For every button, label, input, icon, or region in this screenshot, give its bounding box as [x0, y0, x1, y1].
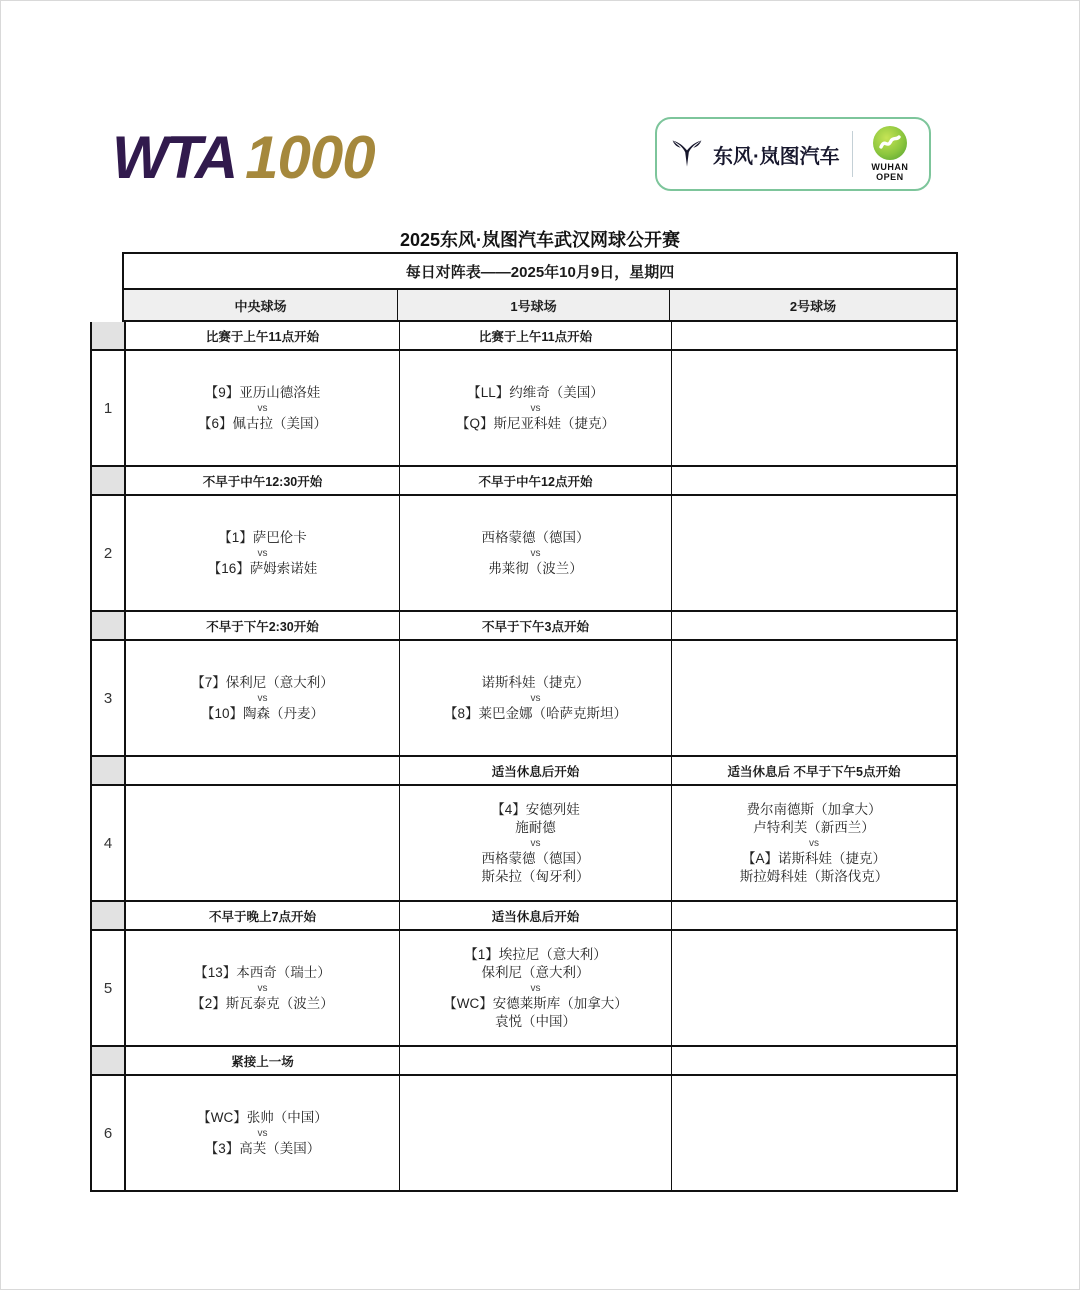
sponsor-badge	[655, 117, 931, 191]
player-line: 【9】亚历山德洛娃	[204, 384, 321, 400]
wta-1000-logo	[112, 120, 375, 196]
match-cell-court-2	[672, 496, 956, 610]
time-header-cell-court-1: 不早于下午3点开始	[400, 612, 672, 639]
time-header-row	[92, 467, 956, 496]
wuhan-open-label	[871, 162, 908, 182]
row-number: 5	[92, 931, 126, 1045]
time-header-cell-court-1: 适当休息后开始	[400, 902, 672, 929]
player-line: 【A】诺斯科娃（捷克）	[741, 850, 886, 866]
time-header-row	[92, 612, 956, 641]
match-cell-court-1	[400, 641, 672, 755]
player-line: 弗莱彻（波兰）	[488, 560, 583, 576]
player-line: 费尔南德斯（加拿大）	[746, 801, 882, 817]
schedule-row-group	[92, 467, 956, 612]
time-header-cell-court-2	[672, 902, 956, 929]
row-number: 3	[92, 641, 126, 755]
match-row	[92, 931, 956, 1047]
court-column-headers	[124, 290, 956, 320]
match-row	[92, 1076, 956, 1190]
vs-label: vs	[809, 837, 819, 849]
player-line: 【13】本西奇（瑞士）	[194, 964, 331, 980]
sponsor-divider	[852, 131, 853, 177]
match-row	[92, 786, 956, 902]
player-line: 诺斯科娃（捷克）	[481, 674, 590, 690]
match-cell-court-0	[126, 351, 400, 465]
time-header-cell-court-2: 适当休息后 不早于下午5点开始	[727, 765, 901, 779]
time-header-cell-court-1: 适当休息后开始	[400, 757, 672, 784]
schedule-date-header: 每日对阵表——2025年10月9日，星期四	[124, 254, 956, 290]
player-line: 【WC】张帅（中国）	[197, 1109, 328, 1125]
player-line: 卢特利芙（新西兰）	[753, 819, 875, 835]
row-number: 4	[92, 786, 126, 900]
time-header-cell-court-1: 不早于中午12点开始	[400, 467, 672, 494]
time-header-cell-court-0	[126, 757, 400, 784]
match-cell-court-1	[400, 1076, 672, 1190]
vs-label: vs	[257, 692, 268, 704]
match-cell-court-0	[126, 641, 400, 755]
row-number-spacer	[92, 467, 126, 494]
player-line: 【4】安德列娃	[491, 801, 580, 817]
player-line: 【Q】斯尼亚科娃（捷克）	[455, 415, 615, 431]
time-header-cell-court-1: 比赛于上午11点开始	[400, 322, 672, 349]
player-line: 【1】萨巴伦卡	[218, 529, 307, 545]
schedule-row-group	[92, 1047, 956, 1190]
wuhan-open-ball-icon	[873, 126, 907, 160]
time-header-cell-court-0: 不早于下午2:30开始	[126, 612, 400, 639]
player-line: 【6】佩古拉（美国）	[197, 415, 327, 431]
player-line: 【LL】约维奇（美国）	[467, 384, 604, 400]
row-number: 6	[92, 1076, 126, 1190]
player-line: 西格蒙德（德国）	[481, 529, 590, 545]
time-header-cell-court-2	[672, 322, 956, 349]
vs-label: vs	[257, 402, 268, 414]
row-number-spacer	[92, 757, 126, 784]
vs-label: vs	[530, 692, 541, 704]
time-header-cell-court-2	[672, 1047, 956, 1074]
schedule-row-group	[92, 612, 956, 757]
match-cell-court-1	[400, 931, 672, 1045]
player-line: 袁悦（中国）	[495, 1013, 576, 1029]
wta-logo-number: 1000	[245, 124, 375, 191]
vs-label: vs	[530, 837, 541, 849]
schedule-rows	[90, 322, 958, 1192]
player-line: 【1】埃拉尼（意大利）	[464, 946, 607, 962]
match-cell-court-0	[126, 931, 400, 1045]
player-line: 西格蒙德（德国）	[481, 850, 590, 866]
player-line: 斯朵拉（匈牙利）	[481, 868, 590, 884]
vs-label: vs	[257, 1127, 268, 1139]
vs-label: vs	[530, 547, 541, 559]
voyah-logo-icon	[669, 136, 705, 172]
match-cell-court-2	[672, 351, 956, 465]
schedule-row-group	[92, 902, 956, 1047]
time-header-cell-court-2	[672, 612, 956, 639]
time-header-cell-court-0: 不早于中午12:30开始	[126, 467, 400, 494]
match-cell-court-0	[126, 786, 400, 900]
row-number-spacer	[92, 322, 126, 349]
time-header-cell-court-2	[672, 467, 956, 494]
time-header-cell-court-0: 紧接上一场	[126, 1047, 400, 1074]
time-header-row	[92, 757, 956, 786]
column-header-court-2: 2号球场	[789, 299, 837, 314]
player-line: 保利尼（意大利）	[481, 964, 590, 980]
time-header-cell-court-1	[400, 1047, 672, 1074]
match-cell-court-2	[672, 931, 956, 1045]
vs-label: vs	[257, 982, 268, 994]
vs-label: vs	[530, 402, 541, 414]
schedule-row-group	[92, 322, 956, 467]
row-number: 1	[92, 351, 126, 465]
row-number-spacer	[92, 1047, 126, 1074]
vs-label: vs	[257, 547, 268, 559]
match-row	[92, 496, 956, 612]
time-header-row	[92, 1047, 956, 1076]
player-line: 【10】陶森（丹麦）	[200, 705, 325, 721]
time-header-row	[92, 902, 956, 931]
page-title: 2025东风·岚图汽车武汉网球公开赛	[399, 230, 681, 250]
player-line: 【2】斯瓦泰克（波兰）	[191, 995, 334, 1011]
schedule-table-header	[122, 252, 958, 322]
match-cell-court-1	[400, 496, 672, 610]
match-row	[92, 351, 956, 467]
time-header-cell-court-0: 不早于晚上7点开始	[126, 902, 400, 929]
wuhan-open-line1: WUHAN	[871, 162, 909, 172]
player-line: 【3】高芙（美国）	[204, 1140, 321, 1156]
player-line: 斯拉姆科娃（斯洛伐克）	[739, 868, 889, 884]
player-line: 施耐德	[515, 819, 556, 835]
time-header-cell-court-0: 比赛于上午11点开始	[126, 322, 400, 349]
match-cell-court-1	[400, 786, 672, 900]
wuhan-open-line2: OPEN	[876, 172, 904, 182]
player-line: 【WC】安德莱斯库（加拿大）	[443, 995, 628, 1011]
column-header-court-1: 1号球场	[398, 290, 670, 320]
vs-label: vs	[530, 982, 541, 994]
match-row	[92, 641, 956, 757]
match-cell-court-0	[126, 1076, 400, 1190]
player-line: 【8】莱巴金娜（哈萨克斯坦）	[443, 705, 627, 721]
schedule-row-group	[92, 757, 956, 902]
row-number-spacer	[92, 902, 126, 929]
sponsor-brand-text: 东风·岚图汽车	[713, 145, 840, 168]
row-number-spacer	[92, 612, 126, 639]
match-cell-court-0	[126, 496, 400, 610]
row-number: 2	[92, 496, 126, 610]
match-cell-court-2	[672, 641, 956, 755]
column-header-court-0: 中央球场	[124, 290, 398, 320]
schedule-table	[90, 252, 958, 1192]
player-line: 【16】萨姆索诺娃	[207, 560, 318, 576]
match-cell-court-1	[400, 351, 672, 465]
time-header-row	[92, 322, 956, 351]
wuhan-open-logo	[863, 126, 917, 182]
player-line: 【7】保利尼（意大利）	[191, 674, 334, 690]
match-cell-court-2	[672, 1076, 956, 1190]
match-cell-court-2	[672, 786, 956, 900]
wta-logo-text: WTA	[112, 124, 236, 191]
